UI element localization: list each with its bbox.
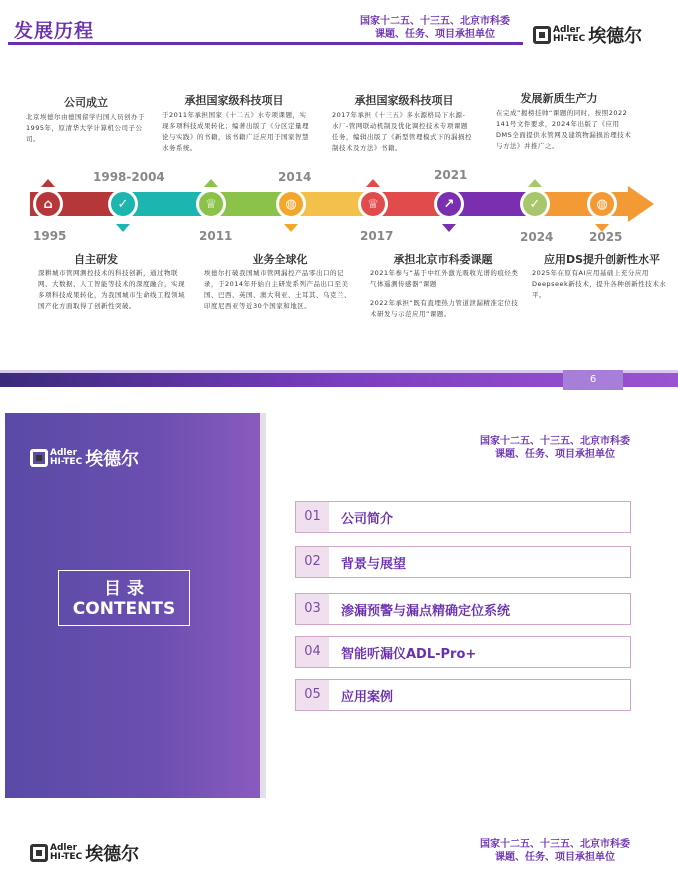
timeline-arrow-tail [540, 192, 632, 216]
toc-number: 03 [296, 594, 329, 624]
milestone-description: 2017年承担《十三五》多水源格局下水源-水厂-管网联动机制及优化调控技术专项课题任务，编辑出版了《新型管理模式下的漏损控制技术及方法》书籍。 [332, 111, 472, 152]
toc-number: 02 [296, 547, 329, 577]
toc-label: 渗漏预警与漏点精确定位系统 [341, 603, 511, 619]
toc-label: 公司简介 [341, 511, 394, 527]
check-icon: ✓ [520, 189, 550, 219]
milestone-description: 深耕城市管网测控技术的科技创新，通过物联网、大数据、人工智能等技术的深度融合，实现多项科技成果转化，为我国城市生命线工程领域国产化方面取得了创新性突破。 [38, 269, 185, 310]
globe-icon: ◍ [276, 189, 306, 219]
milestone-description: 于2011年承担国家《十二五》水专项课题，实现多项科技成果转化；编著出版了《分区定量理论与实践》的书籍，该书籍广泛应用于国家智慧水务系统。 [162, 111, 309, 152]
milestone-title: 自主研发 [74, 253, 118, 266]
contents-title-cn: 目 录 [104, 579, 144, 599]
year-label: 2021 [434, 168, 468, 182]
page-number: 6 [563, 370, 623, 390]
toc-label: 智能听漏仪ADL-Pro+ [341, 646, 477, 662]
logo-text-en-top: Adler [50, 843, 78, 853]
logo-text-en-top: Adler [50, 448, 78, 458]
page-title: 发展历程 [14, 20, 95, 42]
toc-label: 应用案例 [341, 689, 394, 705]
header-subtitle: 国家十二五、十三五、北京市科委课题、任务、项目承担单位 [360, 16, 510, 40]
contents-title-box [58, 570, 190, 626]
logo-text-cn: 埃德尔 [588, 26, 643, 47]
home-icon: ⌂ [33, 189, 63, 219]
year-label: 2011 [199, 229, 233, 243]
logo-mark-icon [30, 449, 48, 467]
toc-item[interactable] [295, 636, 631, 668]
logo-mark-icon [30, 844, 48, 862]
pointer-up [41, 179, 55, 187]
year-label: 2017 [360, 229, 394, 243]
toc-number: 01 [296, 502, 329, 532]
year-label: 2014 [278, 170, 312, 184]
milestone-title: 公司成立 [64, 96, 108, 109]
panel-divider [260, 413, 266, 798]
pointer-up [204, 179, 218, 187]
milestone-description: 2021年参与“基于中红外激光吸收光谱的痕烃类气体遥测传感器”课题 [370, 269, 519, 288]
title-underline [8, 42, 523, 45]
header-subtitle: 国家十二五、十三五、北京市科委课题、任务、项目承担单位 [480, 436, 630, 460]
slide-next [0, 812, 678, 873]
milestone-title: 业务全球化 [252, 253, 308, 266]
toc-number: 05 [296, 680, 329, 710]
company-logo [30, 445, 139, 471]
logo-text-en-bottom: HI-TEC [50, 852, 83, 862]
year-label: 2025 [589, 230, 623, 244]
pointer-down [116, 224, 130, 232]
contents-title-en: CONTENTS [72, 599, 176, 619]
company-logo [30, 840, 139, 866]
logo-text-en-bottom: HI-TEC [50, 457, 83, 467]
year-label: 2024 [520, 230, 554, 244]
pointer-down [442, 224, 456, 232]
toc-item[interactable] [295, 593, 631, 625]
year-label: 1995 [33, 229, 67, 243]
pointer-down [284, 224, 298, 232]
slide-development-history [0, 0, 678, 395]
toc-number: 04 [296, 637, 329, 667]
globe-icon: ◍ [587, 189, 617, 219]
pointer-up [528, 179, 542, 187]
milestone-title: 发展新质生产力 [520, 92, 598, 105]
year-label: 1998-2004 [93, 170, 165, 184]
milestone-title: 承担北京市科委课题 [393, 253, 493, 266]
trophy-icon: ♕ [196, 189, 226, 219]
milestone-description: 2025年在原有AI应用基础上充分应用Deepseek新技术，提升各种创新性技术水平。 [532, 269, 667, 299]
trophy-icon: ♕ [358, 189, 388, 219]
logo-text-cn: 埃德尔 [85, 449, 140, 470]
toc-item[interactable] [295, 679, 631, 711]
slide-contents [0, 403, 678, 803]
toc-item[interactable] [295, 546, 631, 578]
milestone-title: 承担国家级科技项目 [184, 94, 284, 107]
milestone-title: 应用DS提升创新性水平 [543, 253, 661, 266]
milestone-description: 埃德尔打破我国城市管网漏控产品零出口的记录，于2014年开始自主研发系列产品出口至美国、巴西、英国、澳大利亚、土耳其、乌克兰、印度尼西亚等近30个国家和地区。 [204, 269, 351, 310]
toc-label: 背景与展望 [341, 556, 407, 572]
milestone-title: 承担国家级科技项目 [354, 94, 454, 107]
logo-text-en-bottom: HI-TEC [553, 34, 586, 44]
logo-text-cn: 埃德尔 [85, 844, 140, 865]
chart-icon: ↗ [434, 189, 464, 219]
company-logo [533, 22, 642, 48]
milestone-description: 2022年承担“既有直埋热力管道泄漏精准定位技术研发与示范应用”课题。 [370, 299, 519, 318]
milestone-description: 北京埃德尔由德国留学归国人员创办于1995年，原清华大学计算机公司子公司。 [26, 113, 145, 143]
timeline-arrow-head [628, 186, 654, 222]
toc-item[interactable] [295, 501, 631, 533]
logo-text-en-top: Adler [553, 25, 581, 35]
pointer-up [366, 179, 380, 187]
logo-mark-icon [533, 26, 551, 44]
milestone-description: 在完成”揭榜挂帅“课题的同时，按照2022 141号文件要求，2024年出版了《应用DMS全面提供水管网及建筑物漏损治理技术与方法》并推广之。 [496, 109, 632, 150]
check-icon: ✓ [108, 189, 138, 219]
header-subtitle: 国家十二五、十三五、北京市科委课题、任务、项目承担单位 [480, 839, 630, 863]
